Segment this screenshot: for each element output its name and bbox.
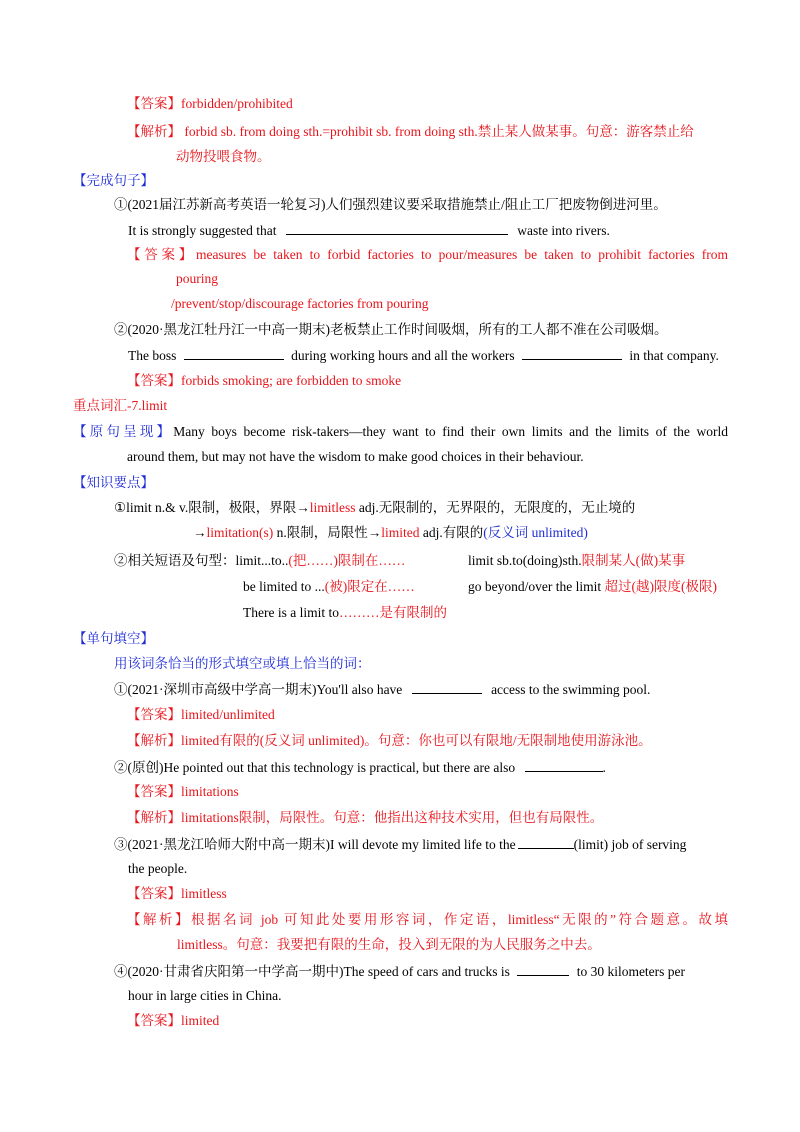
- single-q1-answer: 【答案】limited/unlimited: [127, 707, 275, 722]
- single-instruction: 用该词条恰当的形式填空或填上恰当的词：: [114, 656, 371, 671]
- section-heading-key-points: 【知识要点】: [73, 475, 154, 490]
- complete-q1-answer-cont: pouring: [176, 271, 218, 286]
- blank: [525, 758, 603, 772]
- blank: [184, 346, 284, 360]
- blank: [518, 835, 574, 849]
- key-point-3: be limited to ...(被)限定在……: [243, 579, 415, 594]
- single-q2-answer: 【答案】limitations: [127, 784, 239, 799]
- complete-q1-english: It is strongly suggested that waste into rivers.: [128, 223, 610, 238]
- key-point-3-right: go beyond/over the limit 超过(越)限度(极限): [468, 579, 717, 594]
- explanation-continuation: 动物投喂食物。: [176, 149, 271, 164]
- single-q2: ②(原创)He pointed out that this technology is practical, but there are also .: [114, 760, 606, 775]
- single-q3-answer: 【答案】limitless: [127, 886, 227, 901]
- single-q4-answer: 【答案】limited: [127, 1013, 220, 1028]
- single-q1: ①(2021·深圳市高级中学高一期末)You'll also have access to the swimming pool.: [114, 682, 651, 697]
- single-q4: ④(2020·甘肃省庆阳第一中学高一期中)The speed of cars and trucks is to 30 kilometers per: [114, 964, 686, 979]
- key-point-1: ①limit n.& v.限制，极限，界限→limitless adj.无限制的，无界限的，无限度的，无止境的: [114, 500, 636, 515]
- blank: [412, 680, 482, 694]
- blank: [522, 346, 622, 360]
- answer-line: [127, 95, 293, 113]
- single-q3-cont: the people.: [128, 861, 188, 876]
- single-q3-explanation-cont: limitless。句意：我要把有限的生命，投入到无限的为人民服务之中去。: [177, 937, 601, 952]
- complete-q1-answer-cont2: /prevent/stop/discourage factories from pouring: [171, 296, 429, 311]
- key-point-2-right: limit sb.to(doing)sth.限制某人(做)某事: [468, 553, 686, 568]
- complete-q1: ①(2021届江苏新高考英语一轮复习)人们强烈建议要采取措施禁止/阻止工厂把废物倒进河里。: [114, 197, 667, 212]
- single-q1-explanation: 【解析】limited有限的(反义词 unlimited)。句意：你也可以有限地/无限制地使用游泳池。: [127, 733, 652, 748]
- blank: [517, 962, 569, 976]
- answer-label: 【答案】: [127, 96, 181, 111]
- explanation-text: forbid sb. from doing sth.=prohibit sb. from doing sth.禁止某人做某事。句意：游客禁止给: [181, 124, 694, 139]
- key-point-4: There is a limit to………是有限制的: [243, 605, 447, 620]
- explanation-line: [127, 123, 694, 141]
- single-q4-cont: hour in large cities in China.: [128, 988, 282, 1003]
- section-heading-single: 【单句填空】: [73, 631, 154, 646]
- single-q3-explanation: 【解析】根据名词 job 可知此处要用形容词，作定语，limitless“无限的”符合题意。故填: [127, 912, 729, 927]
- explanation-label: 【解析】: [127, 124, 181, 139]
- blank: [286, 221, 508, 235]
- complete-q2-english: The boss during working hours and all the workers in that company.: [128, 348, 719, 363]
- single-q3: ③(2021·黑龙江哈师大附中高一期末)I will devote my limited life to the (limit) job of serving: [114, 837, 687, 852]
- complete-q2: ②(2020·黑龙江牡丹江一中高一期末)老板禁止工作时间吸烟，所有的工人都不准在公司吸烟。: [114, 322, 668, 337]
- original-sentence: 【原句呈现】Many boys become risk-takers—they want to find their own limits and the limits of the world: [73, 424, 728, 439]
- single-q2-explanation: 【解析】limitations限制，局限性。句意：他指出这种技术实用，但也有局限性。: [127, 810, 604, 825]
- key-point-2: ②相关短语及句型：limit...to..(把……)限制在……: [114, 553, 406, 568]
- complete-q2-answer: 【答案】forbids smoking; are forbidden to smoke: [127, 373, 402, 388]
- complete-q1-answer: 【答案】measures be taken to forbid factories to pour/measures be taken to prohibit factories from: [127, 247, 729, 262]
- answer-text: forbidden/prohibited: [181, 96, 293, 111]
- vocab-title: 重点词汇-7.limit: [73, 398, 168, 413]
- original-sentence-cont: around them, but may not have the wisdom to make good choices in their behaviour.: [127, 449, 584, 464]
- key-point-1-cont: →limitation(s) n.限制，局限性→limited adj.有限的(反义词 unlimited): [193, 525, 588, 540]
- section-heading-complete: 【完成句子】: [73, 173, 154, 188]
